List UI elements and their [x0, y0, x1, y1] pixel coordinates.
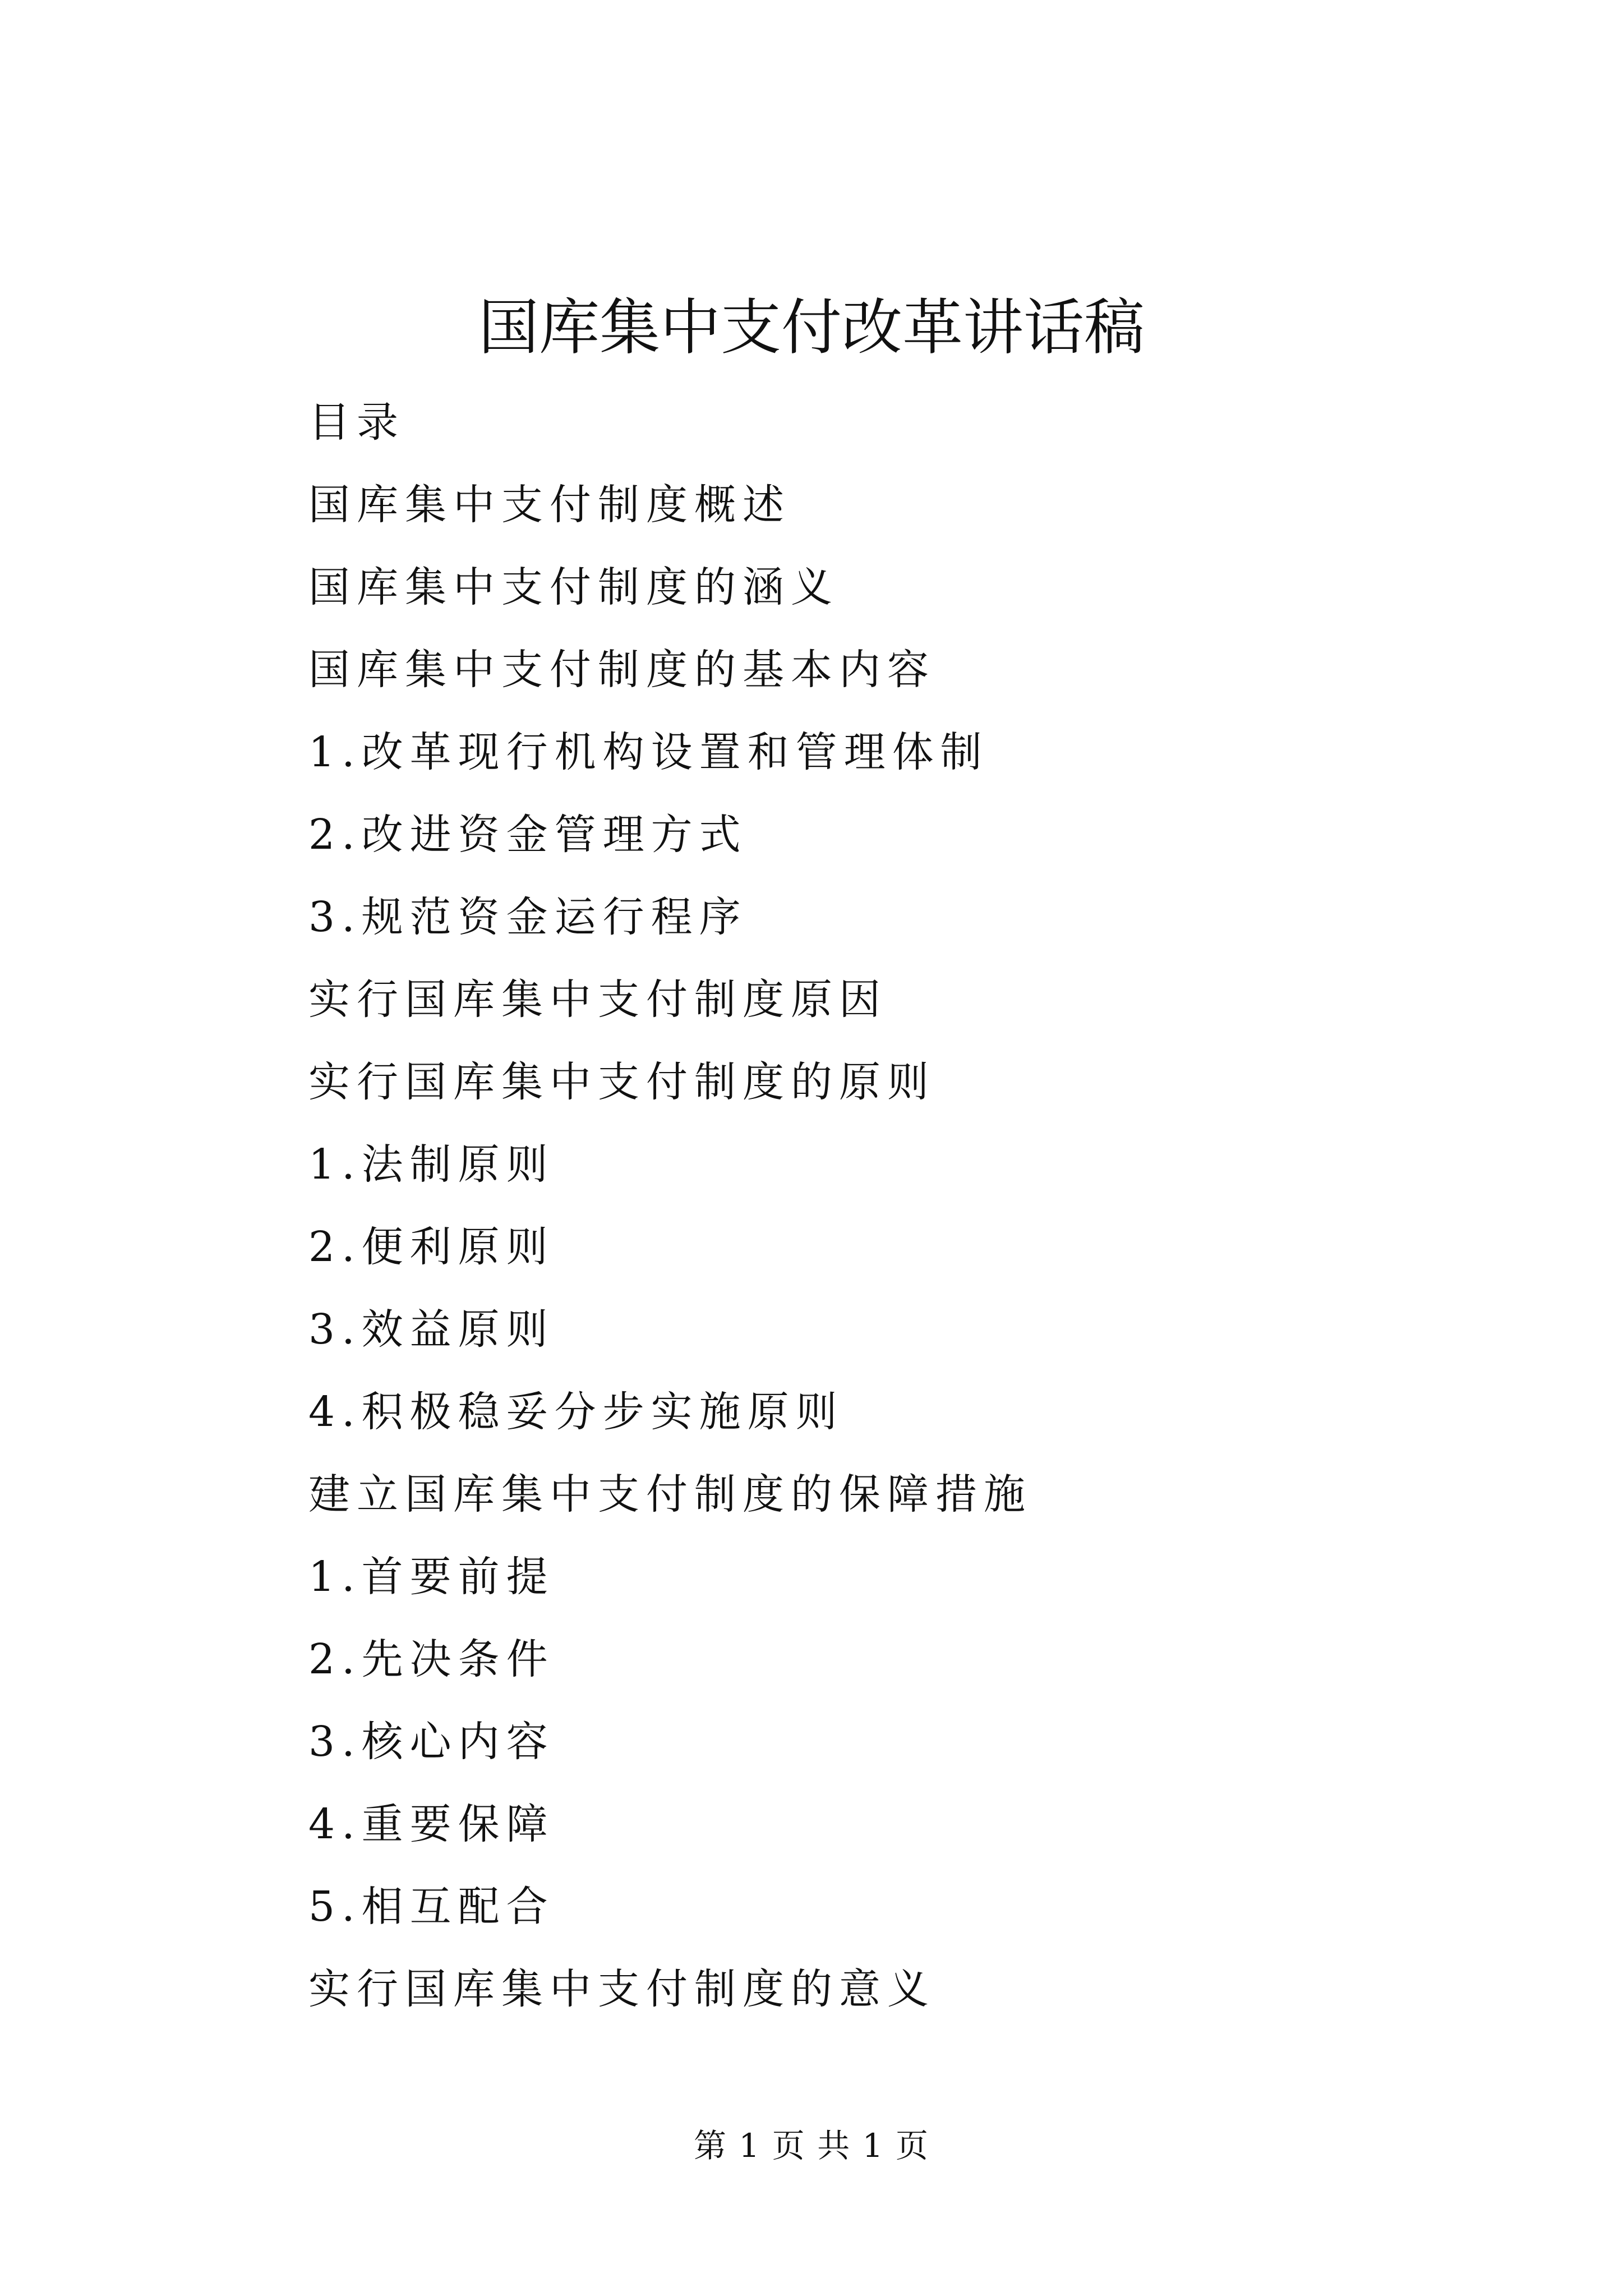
- table-of-contents: [308, 381, 1032, 2031]
- toc-item: 国库集中支付制度概述: [308, 481, 791, 529]
- toc-heading: 目录: [308, 398, 405, 447]
- toc-item: 1.法制原则: [308, 1140, 555, 1189]
- toc-item: 4.重要保障: [308, 1800, 555, 1848]
- toc-item: 4.积极稳妥分步实施原则: [308, 1388, 844, 1436]
- page-number-footer: 第 1 页 共 1 页: [694, 2127, 929, 2165]
- toc-item: 2.先决条件: [308, 1635, 555, 1683]
- toc-item: 2.便利原则: [308, 1223, 555, 1271]
- toc-item: 1.首要前提: [308, 1553, 555, 1601]
- toc-item: 1.改革现行机构设置和管理体制: [308, 728, 989, 776]
- toc-item: 建立国库集中支付制度的保障措施: [308, 1470, 1032, 1519]
- toc-item: 实行国库集中支付制度的原则: [308, 1058, 935, 1106]
- toc-item: 5.相互配合: [308, 1883, 555, 1931]
- toc-item: 2.改进资金管理方式: [308, 811, 748, 859]
- toc-item: 3.核心内容: [308, 1718, 555, 1766]
- toc-item: 国库集中支付制度的涵义: [308, 563, 839, 611]
- toc-item: 国库集中支付制度的基本内容: [308, 646, 935, 694]
- toc-item: 3.规范资金运行程序: [308, 893, 748, 941]
- toc-item: 3.效益原则: [308, 1305, 555, 1354]
- toc-item: 实行国库集中支付制度的意义: [308, 1965, 935, 2013]
- document-title: 国库集中支付改革讲话稿: [478, 293, 1145, 363]
- toc-item: 实行国库集中支付制度原因: [308, 976, 887, 1024]
